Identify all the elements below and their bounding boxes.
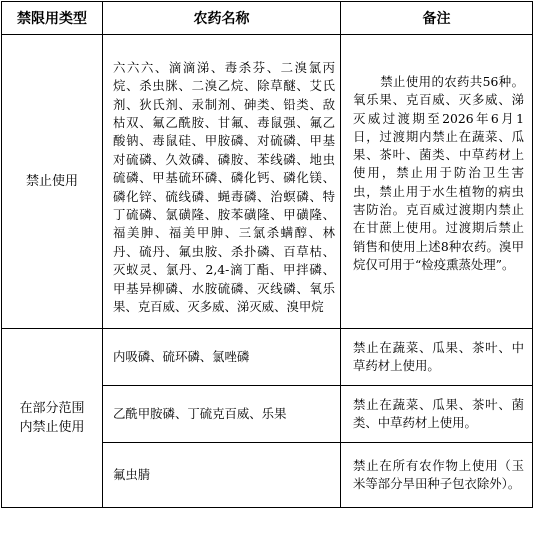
pesticide-names-cell: 六六六、滴滴涕、毒杀芬、二溴氯丙烷、杀虫脒、二溴乙烷、除草醚、艾氏剂、狄氏剂、汞制剂、砷类、铅类、敌枯双、氟乙酰胺、甘氟、毒鼠强、氟乙酸钠、毒鼠硅、甲胺磷、对硫磷、甲基对硫磷、久效磷、磷胺、苯线磷、地虫硫磷、甲基硫环磷、磷化钙、磷化镁、磷化锌、硫线磷、蝇毒磷、治螟磷、特丁硫磷、氯磺隆、胺苯磺隆、甲磺隆、福美胂、福美甲胂、三氯杀螨醇、林丹、硫丹、氟虫胺、杀扑磷、百草枯、灭蚁灵、氯丹、2,4-滴丁酯、甲拌磷、甲基异柳磷、水胺硫磷、灭线磷、氧乐果、克百威、灭多威、涕灭威、溴甲烷 bbox=[103, 35, 341, 329]
table-row bbox=[2, 329, 533, 386]
header-remarks: 备注 bbox=[341, 2, 533, 35]
remarks-cell: 禁止在蔬菜、瓜果、茶叶、中草药材上使用。 bbox=[341, 329, 533, 386]
header-pesticide-name: 农药名称 bbox=[103, 2, 341, 35]
pesticide-names-cell: 氟虫腈 bbox=[103, 443, 341, 508]
pesticide-names-cell: 内吸磷、硫环磷、氯唑磷 bbox=[103, 329, 341, 386]
pesticide-restriction-table bbox=[1, 1, 533, 508]
remarks-cell: 禁止在蔬菜、瓜果、茶叶、菌类、中草药材上使用。 bbox=[341, 386, 533, 443]
remarks-text: 禁止使用的农药共56种。氧乐果、克百威、灭多威、涕灭威过渡期至2026年6月1日，过渡期内禁止在蔬菜、瓜果、茶叶、菌类、中草药材上使用，禁止用于防治卫生害虫，禁止用于水生植物的病虫害防治。克百威过渡期内禁止在甘蔗上使用。过渡期后禁止销售和使用上述8种农药。溴甲烷仅可用于“检疫熏蒸处理”。 bbox=[353, 74, 524, 272]
table-header-row bbox=[2, 2, 533, 35]
header-category: 禁限用类型 bbox=[2, 2, 103, 35]
category-cell-banned bbox=[2, 35, 103, 329]
remarks-cell bbox=[341, 35, 533, 329]
remarks-cell: 禁止在所有农作物上使用（玉米等部分旱田种子包衣除外）。 bbox=[341, 443, 533, 508]
category-label: 禁止使用 bbox=[25, 174, 78, 190]
category-label-line-1: 在部分范围 bbox=[19, 401, 85, 417]
category-label-line-2: 内禁止使用 bbox=[19, 420, 85, 436]
category-cell-partial-ban bbox=[2, 329, 103, 508]
table-row bbox=[2, 35, 533, 329]
pesticide-names-cell: 乙酰甲胺磷、丁硫克百威、乐果 bbox=[103, 386, 341, 443]
